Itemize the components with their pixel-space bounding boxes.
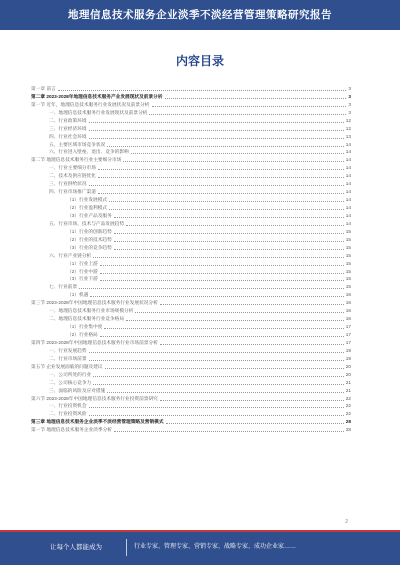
- toc-entry-text: 一、公司所处的行业: [49, 371, 92, 377]
- toc-entry-text: （3）行业产品及服务: [67, 212, 112, 218]
- toc-entry-page: 14: [345, 141, 351, 147]
- toc-leader-dots: [114, 249, 344, 250]
- footer-banner: [0, 530, 400, 565]
- toc-entry[interactable]: [31, 355, 351, 363]
- toc-entry-text: 二、行业市场前景: [49, 355, 87, 361]
- toc-entry[interactable]: [31, 172, 351, 180]
- toc-entry-text: 五、行业市场、技术与产品发展趋势: [49, 220, 125, 226]
- toc-leader-dots: [114, 431, 344, 432]
- toc-entry-text: （1）行业的创新趋势: [67, 228, 112, 234]
- toc-entry[interactable]: [31, 418, 351, 426]
- toc-leader-dots: [58, 90, 347, 91]
- toc-entry-page: 14: [345, 220, 351, 226]
- toc-leader-dots: [100, 265, 344, 266]
- toc-entry[interactable]: [31, 387, 351, 395]
- toc-entry-text: 第一节 近年，地理信息技术服务行业发展状况及前景分析: [31, 101, 150, 107]
- toc-entry-text: （1）行业上游: [67, 260, 98, 266]
- toc-entry[interactable]: [31, 252, 351, 260]
- toc-entry-text: 第五节 企业发展面临的问题及建议: [31, 363, 103, 369]
- toc-entry-text: 四、行业市场推广渠道: [49, 189, 96, 195]
- toc-entry[interactable]: [31, 395, 351, 403]
- toc-entry[interactable]: [31, 93, 351, 101]
- toc-entry-text: 一、行业主要细分市场: [49, 165, 96, 171]
- toc-entry-page: 19: [345, 347, 351, 353]
- toc-leader-dots: [98, 193, 344, 194]
- toc-entry-page: 3: [348, 101, 351, 107]
- toc-leader-dots: [114, 233, 344, 234]
- toc-entry-page: 12: [345, 125, 351, 131]
- toc-entry[interactable]: [31, 133, 351, 141]
- toc-entry-text: 一、地理信息技术服务行业发展现状及前景分析: [49, 109, 148, 115]
- toc-entry-text: 六、行业产业链分析: [49, 252, 92, 258]
- toc-leader-dots: [152, 106, 347, 107]
- toc-entry[interactable]: [31, 339, 351, 347]
- toc-entry-text: 第六节 2023-2028年中国地理信息技术服务行业投资前景研究: [31, 395, 158, 401]
- toc-entry-text: （1）机遇: [67, 292, 89, 298]
- toc-entry-text: （3）行业的竞争趋势: [67, 244, 112, 250]
- toc-entry-text: （2）行业盈利模式: [67, 205, 108, 211]
- toc-entry[interactable]: [31, 244, 351, 252]
- toc-leader-dots: [104, 328, 343, 329]
- footer-tagline: 行业专家、管理专家、营销专家、战略专家、成功企业家……: [134, 544, 297, 550]
- toc-entry-text: （3）行业下游: [67, 276, 98, 282]
- toc-entry[interactable]: [31, 149, 351, 157]
- toc-entry[interactable]: [31, 125, 351, 133]
- toc-leader-dots: [79, 288, 344, 289]
- toc-entry[interactable]: [31, 307, 351, 315]
- toc-entry-page: 3: [348, 85, 351, 91]
- toc-entry-text: （2）行业中游: [67, 268, 98, 274]
- toc-entry-text: 二、地理信息技术服务行业竞争格局: [49, 316, 125, 322]
- toc-entry[interactable]: [31, 220, 351, 228]
- toc-entry-text: 六、行业进入壁垒、退出、竞争的影响: [49, 149, 129, 155]
- report-header: [0, 0, 400, 30]
- toc-entry[interactable]: [31, 299, 351, 307]
- toc-entry-text: 二、行业政策环境: [49, 117, 87, 123]
- toc-leader-dots: [109, 201, 344, 202]
- toc-entry[interactable]: [31, 188, 351, 196]
- toc-entry-page: 12: [345, 117, 351, 123]
- toc-entry-page: 17: [345, 324, 351, 330]
- toc-leader-dots: [93, 376, 344, 377]
- toc-leader-dots: [131, 153, 344, 154]
- toc-entry[interactable]: [31, 85, 351, 93]
- toc-leader-dots: [114, 217, 344, 218]
- toc-entry[interactable]: [31, 268, 351, 276]
- toc-entry[interactable]: [31, 283, 351, 291]
- toc-entry-text: 三、行业供给状况: [49, 181, 87, 187]
- report-title: 地理信息技术服务企业淡季不淡经营管理策略研究报告: [68, 9, 332, 21]
- toc-entry[interactable]: [31, 164, 351, 172]
- toc-entry-text: （2）行业的技术趋势: [67, 236, 112, 242]
- toc-entry-text: （1）行业集中度: [67, 324, 103, 330]
- toc-entry-page: 21: [345, 387, 351, 393]
- toc-entry-text: 第三章 地理信息技术服务企业淡季不淡经营管理策略及营销模式: [31, 419, 164, 425]
- toc-entry[interactable]: [31, 347, 351, 355]
- toc-entry-page: 15: [345, 276, 351, 282]
- toc-entry-text: 三、面临的风险及应对措施: [49, 387, 106, 393]
- toc-entry-text: 第三节 2023-2028年中国地理信息技术服务行业发展状况分析: [31, 300, 158, 306]
- toc-entry-text: 二、行业投资风险: [49, 411, 87, 417]
- toc-leader-dots: [100, 273, 344, 274]
- toc-entry[interactable]: [31, 212, 351, 220]
- toc-leader-dots: [107, 392, 344, 393]
- toc-entry-text: 四、行业社会环境: [49, 133, 87, 139]
- toc-entry-page: 28: [345, 419, 351, 425]
- toc-leader-dots: [126, 320, 344, 321]
- toc-entry-page: 14: [345, 173, 351, 179]
- toc-entry[interactable]: [31, 315, 351, 323]
- page-number: 2: [345, 519, 348, 525]
- toc-leader-dots: [135, 312, 343, 313]
- toc-entry[interactable]: [31, 403, 351, 411]
- toc-entry-page: 15: [345, 260, 351, 266]
- toc-leader-dots: [100, 280, 344, 281]
- toc-leader-dots: [89, 138, 344, 139]
- toc-entry[interactable]: [31, 228, 351, 236]
- toc-entry-page: 15: [345, 236, 351, 242]
- toc-entry-page: 15: [345, 284, 351, 290]
- toc-leader-dots: [160, 400, 344, 401]
- toc-entry-page: 19: [345, 355, 351, 361]
- table-of-contents: [31, 85, 351, 434]
- toc-leader-dots: [107, 146, 344, 147]
- toc-leader-dots: [105, 368, 344, 369]
- toc-entry-text: 一、行业投资机会: [49, 403, 87, 409]
- toc-entry-text: 三、行业经济环境: [49, 125, 87, 131]
- toc-leader-dots: [160, 344, 344, 345]
- toc-entry-page: 16: [345, 292, 351, 298]
- toc-leader-dots: [98, 169, 344, 170]
- toc-entry[interactable]: [31, 117, 351, 125]
- toc-leader-dots: [100, 336, 344, 337]
- toc-entry-page: 13: [345, 133, 351, 139]
- toc-entry-page: 22: [345, 403, 351, 409]
- toc-entry-page: 22: [345, 411, 351, 417]
- toc-leader-dots: [89, 352, 344, 353]
- toc-leader-dots: [93, 384, 344, 385]
- toc-heading: 内容目录: [175, 54, 224, 68]
- toc-entry-text: 二、技术及供应链优化: [49, 173, 96, 179]
- toc-entry[interactable]: [31, 236, 351, 244]
- toc-entry-text: 第一章 前言: [31, 85, 56, 91]
- toc-leader-dots: [93, 257, 344, 258]
- toc-entry[interactable]: [31, 371, 351, 379]
- toc-entry-page: 3: [348, 109, 351, 115]
- toc-entry-page: 15: [345, 228, 351, 234]
- toc-entry[interactable]: [31, 379, 351, 387]
- toc-entry-page: 15: [345, 244, 351, 250]
- toc-entry[interactable]: [31, 109, 351, 117]
- toc-entry-page: 14: [345, 189, 351, 195]
- toc-entry-page: 15: [345, 268, 351, 274]
- toc-entry-text: 七、行业前景: [49, 284, 78, 290]
- toc-entry[interactable]: [31, 141, 351, 149]
- toc-entry-page: 16: [345, 316, 351, 322]
- toc-entry-page: 22: [345, 395, 351, 401]
- toc-entry-page: 14: [345, 149, 351, 155]
- toc-leader-dots: [165, 98, 347, 99]
- toc-leader-dots: [166, 423, 344, 424]
- toc-entry-text: 第四节 2023-2028年中国地理信息技术服务行业市场前景分析: [31, 339, 158, 345]
- toc-entry[interactable]: [31, 331, 351, 339]
- toc-leader-dots: [126, 225, 344, 226]
- toc-entry-page: 20: [345, 371, 351, 377]
- toc-leader-dots: [160, 304, 344, 305]
- toc-entry-page: 14: [345, 157, 351, 163]
- footer-slogan: 让每个人都能成为: [50, 544, 102, 551]
- toc-entry[interactable]: [31, 323, 351, 331]
- toc-entry-text: 五、主要区域市场竞争状况: [49, 141, 106, 147]
- toc-entry[interactable]: [31, 276, 351, 284]
- toc-leader-dots: [123, 161, 343, 162]
- toc-entry-page: 21: [345, 379, 351, 385]
- toc-entry-page: 14: [345, 212, 351, 218]
- toc-entry[interactable]: [31, 180, 351, 188]
- toc-entry-page: 14: [345, 165, 351, 171]
- toc-entry[interactable]: [31, 204, 351, 212]
- toc-entry-page: 15: [345, 252, 351, 258]
- toc-entry[interactable]: [31, 410, 351, 418]
- toc-leader-dots: [89, 130, 344, 131]
- toc-entry-text: 第二章 2023-2028年地理信息技术服务产业发展现状及前景分析: [31, 93, 163, 99]
- toc-entry[interactable]: [31, 291, 351, 299]
- toc-entry-page: 17: [345, 339, 351, 345]
- toc-entry-page: 28: [345, 427, 351, 433]
- toc-leader-dots: [109, 209, 344, 210]
- toc-leader-dots: [89, 415, 344, 416]
- footer-divider: [126, 539, 127, 556]
- toc-leader-dots: [90, 296, 343, 297]
- toc-entry[interactable]: [31, 196, 351, 204]
- toc-entry-text: （1）行业发展模式: [67, 197, 108, 203]
- toc-leader-dots: [89, 185, 344, 186]
- toc-entry-page: 16: [345, 308, 351, 314]
- toc-leader-dots: [89, 360, 344, 361]
- toc-entry[interactable]: [31, 363, 351, 371]
- toc-entry-text: 第一节 地理信息技术服务企业淡季分析: [31, 427, 112, 433]
- toc-entry[interactable]: [31, 426, 351, 434]
- toc-leader-dots: [149, 114, 346, 115]
- toc-entry-page: 14: [345, 197, 351, 203]
- toc-entry-text: 一、行业发展趋势: [49, 347, 87, 353]
- toc-entry-page: 16: [345, 300, 351, 306]
- toc-entry[interactable]: [31, 260, 351, 268]
- toc-entry-text: 第二节 地理信息技术服务行业主要细分市场: [31, 157, 122, 163]
- toc-entry-text: 二、公司核心竞争力: [49, 379, 92, 385]
- toc-entry[interactable]: [31, 101, 351, 109]
- toc-entry-page: 3: [348, 93, 351, 99]
- toc-leader-dots: [89, 122, 344, 123]
- toc-entry[interactable]: [31, 156, 351, 164]
- toc-leader-dots: [98, 177, 344, 178]
- toc-entry-page: 14: [345, 181, 351, 187]
- toc-entry-text: 一、地理信息技术服务行业市场规模分析: [49, 308, 134, 314]
- toc-entry-page: 14: [345, 205, 351, 211]
- toc-entry-page: 17: [345, 332, 351, 338]
- toc-leader-dots: [89, 407, 344, 408]
- toc-entry-page: 20: [345, 363, 351, 369]
- toc-entry-text: （2）行业格局: [67, 332, 98, 338]
- toc-leader-dots: [114, 241, 344, 242]
